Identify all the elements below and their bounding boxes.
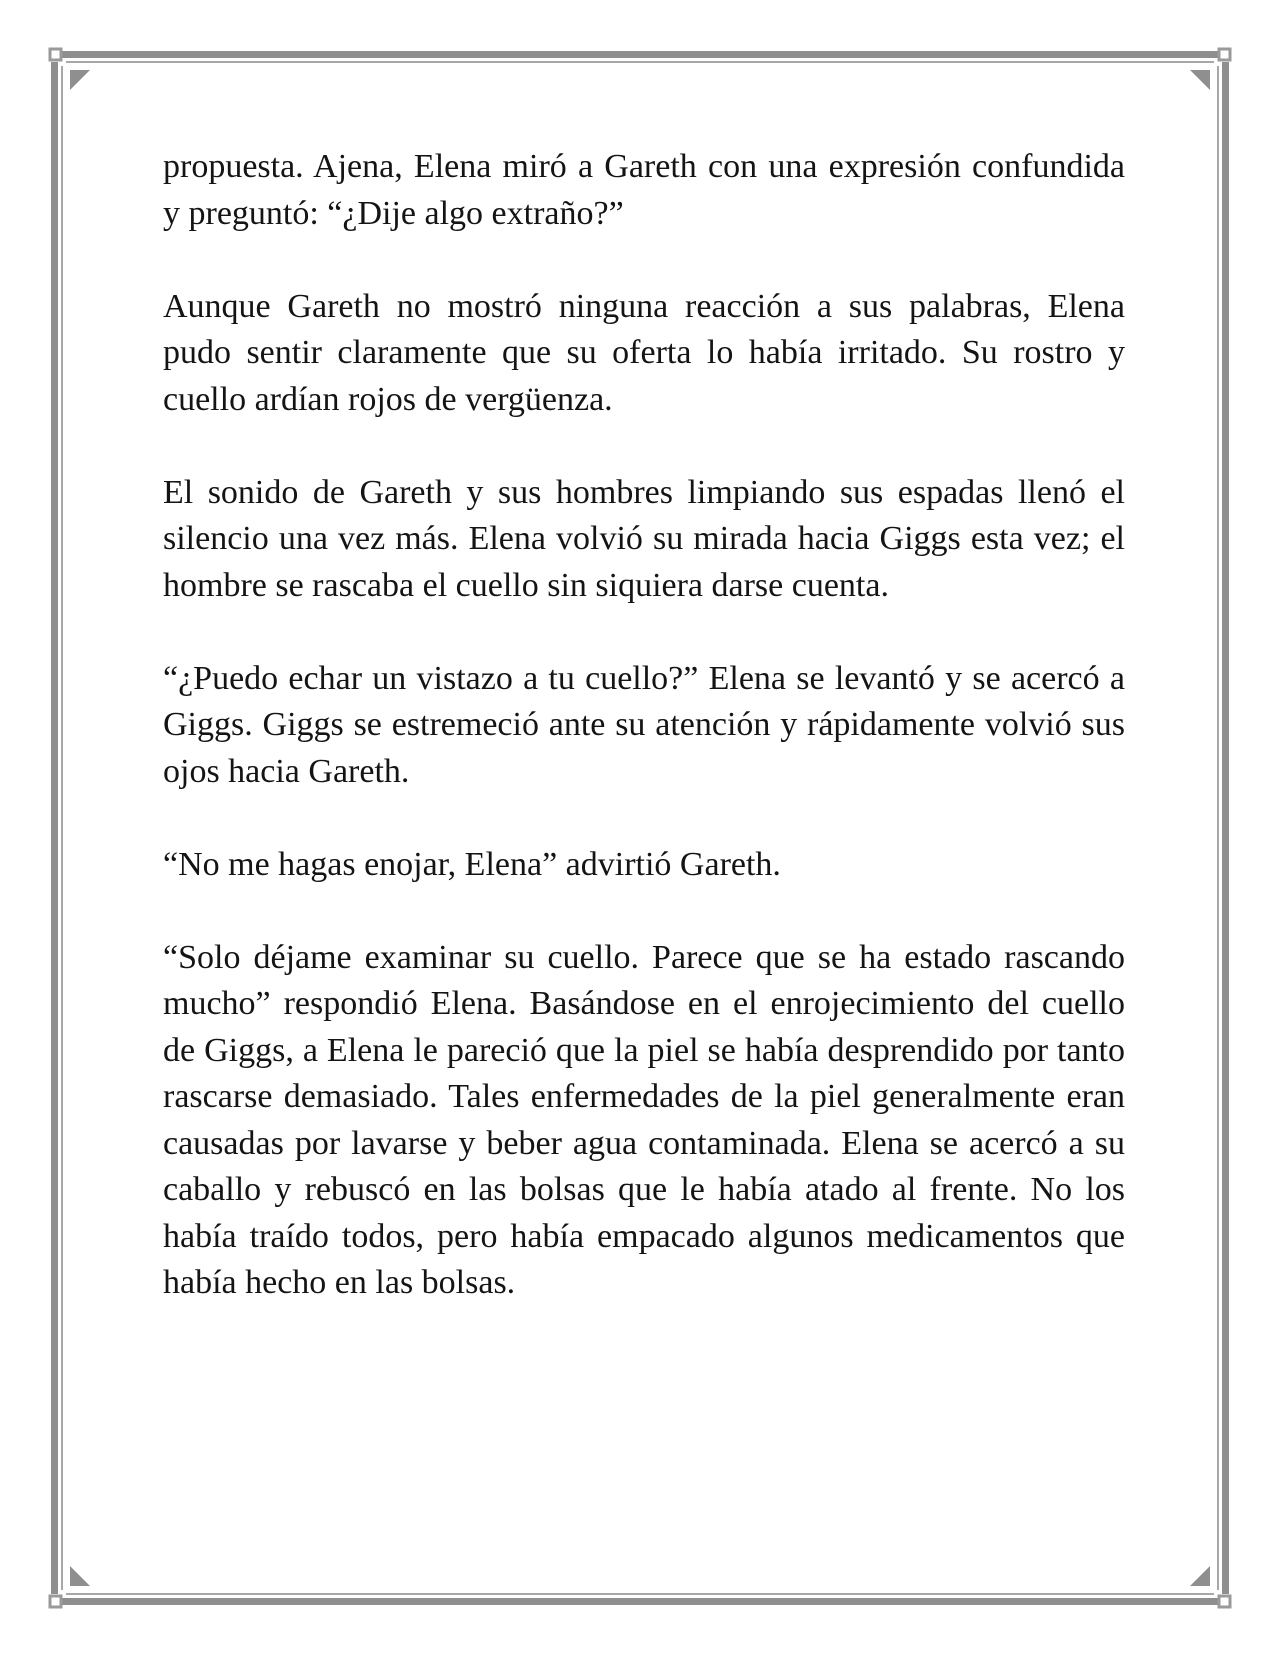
body-text [163,144,1125,1353]
paragraph: propuesta. Ajena, Elena miró a Gareth con una expresión confundida y preguntó: “¿Dije algo extraño?” [163,148,1125,232]
paragraph: “¿Puedo echar un vistazo a tu cuello?” Elena se levantó y se acercó a Giggs. Giggs se estremeció ante su atención y rápidamente volvió sus ojos hacia Gareth. [163,659,1125,790]
paragraph: “No me hagas enojar, Elena” advirtió Gareth. [163,845,781,883]
paragraph: Aunque Gareth no mostró ninguna reacción a sus palabras, Elena pudo sentir claramente que su oferta lo había irritado. Su rostro y cuello ardían rojos de vergüenza. [163,287,1125,418]
paragraph: “Solo déjame examinar su cuello. Parece que se ha estado rascando mucho” respondió Elena. Basándose en el enrojecimiento del cuello de Giggs, a Elena le pareció que la piel se había desprendido por tanto rascarse demasiado. Tales enfermedades de la piel generalmente eran causadas por lavarse y beber agua contaminada. Elena se acercó a su caballo y rebuscó en las bolsas que le había atado al frente. No los había traído todos, pero había empacado algunos medicamentos que había hecho en las bolsas. [163,938,1125,1301]
paragraph: El sonido de Gareth y sus hombres limpiando sus espadas llenó el silencio una vez más. Elena volvió su mirada hacia Giggs esta vez; el hombre se rascaba el cuello sin siquiera darse cuenta. [163,473,1125,604]
